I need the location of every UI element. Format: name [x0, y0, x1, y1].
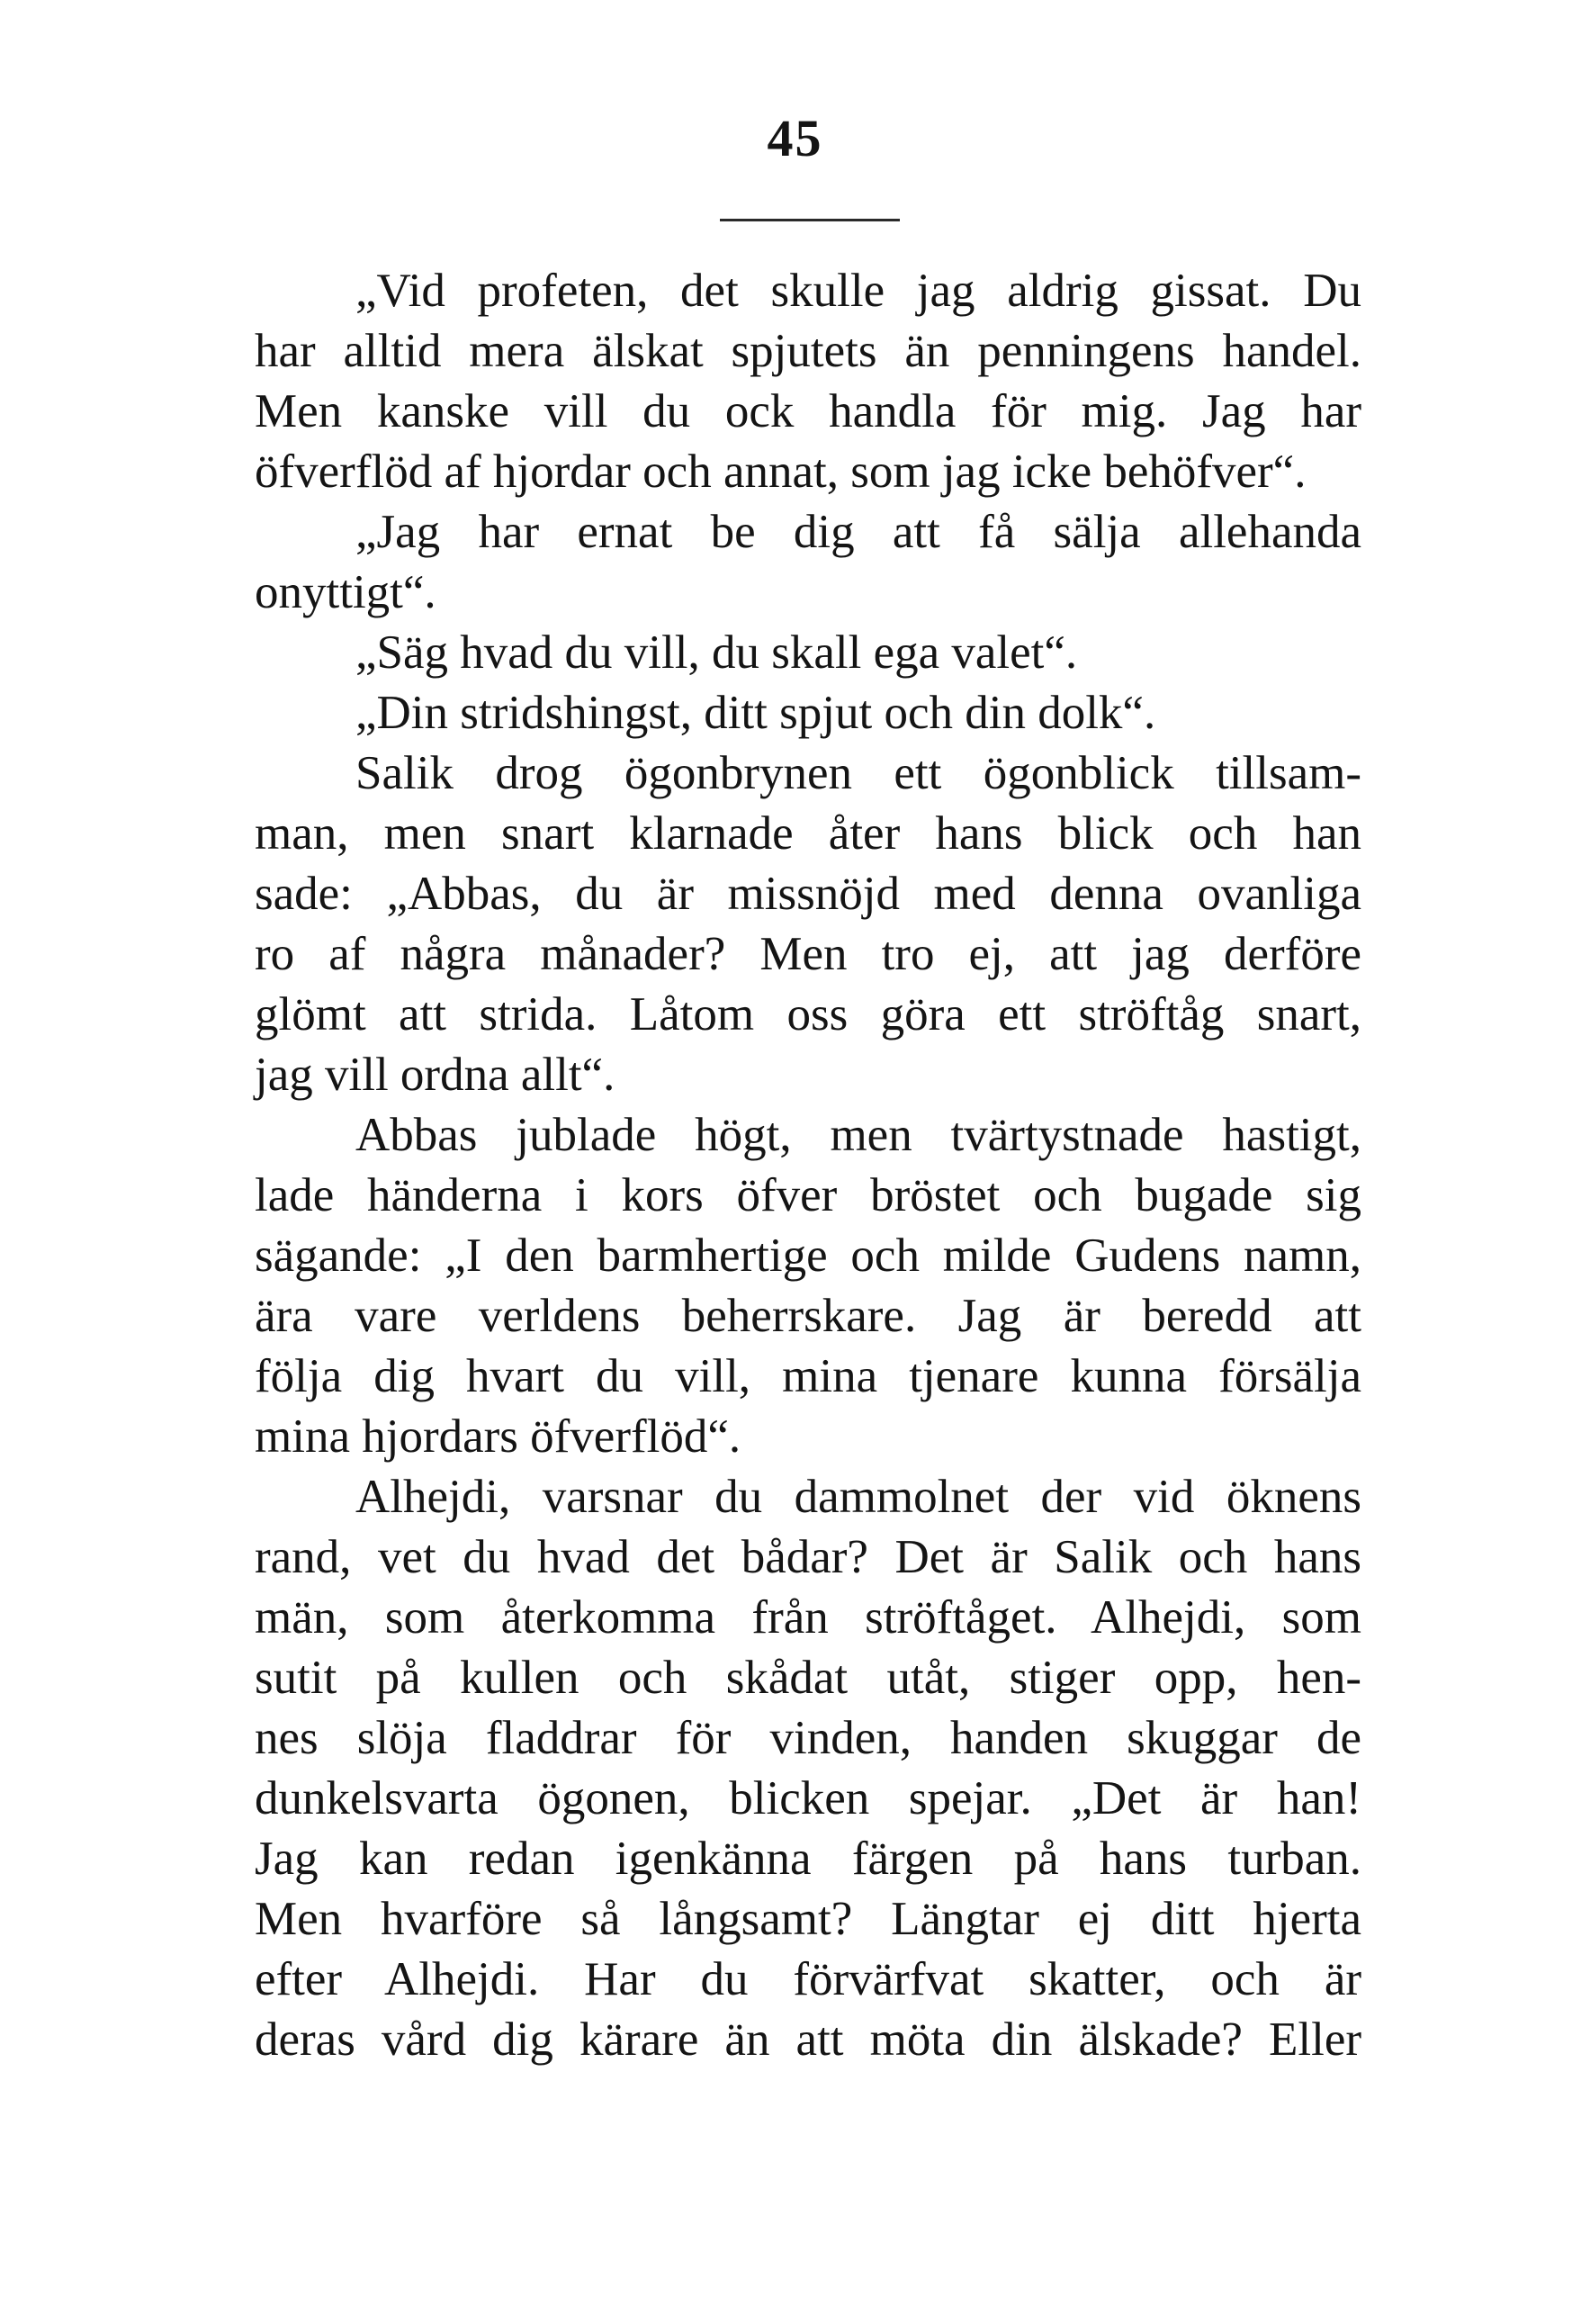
text-line: jag vill ordna allt“.	[255, 1049, 615, 1101]
text-line: Men hvarföre så långsamt? Längtar ej ditt hjerta	[255, 1893, 1361, 1945]
body-text	[255, 261, 1361, 2070]
text-line: följa dig hvart du vill, mina tjenare kunna försälja	[255, 1350, 1361, 1402]
page-number: 45	[767, 109, 823, 167]
text-line: „Jag har ernat be dig att få sälja allehanda	[355, 506, 1361, 558]
text-line: glömt att strida. Låtom oss göra ett ströftåg snart,	[255, 988, 1361, 1040]
text-line: onyttigt“.	[255, 566, 436, 618]
text-line: „Din stridshingst, ditt spjut och din dolk“.	[355, 687, 1156, 739]
text-line: öfverflöd af hjordar och annat, som jag icke behöfver“.	[255, 446, 1307, 498]
text-line: ro af några månader? Men tro ej, att jag derföre	[255, 928, 1361, 980]
text-line: dunkelsvarta ögonen, blicken spejar. „Det är han!	[255, 1772, 1361, 1824]
text-line: rand, vet du hvad det bådar? Det är Salik och hans	[255, 1531, 1361, 1583]
text-line: lade händerna i kors öfver bröstet och bugade sig	[255, 1169, 1361, 1221]
text-line: Men kanske vill du ock handla för mig. Jag har	[255, 385, 1361, 437]
text-line: Alhejdi, varsnar du dammolnet der vid öknens	[355, 1471, 1361, 1523]
text-line: sägande: „I den barmhertige och milde Gudens namn,	[255, 1230, 1361, 1282]
text-line: deras vård dig kärare än att möta din älskade? Eller	[255, 2013, 1361, 2066]
header-rule	[720, 219, 900, 221]
text-line: „Säg hvad du vill, du skall ega valet“.	[355, 626, 1078, 679]
text-line: man, men snart klarnade åter hans blick och han	[255, 807, 1361, 860]
text-line: män, som återkomma från ströftåget. Alhejdi, som	[255, 1591, 1361, 1644]
text-line: ära vare verldens beherrskare. Jag är beredd att	[255, 1290, 1361, 1342]
text-line: sutit på kullen och skådat utåt, stiger opp, hen-	[255, 1652, 1361, 1704]
text-line: „Vid profeten, det skulle jag aldrig gissat. Du	[355, 265, 1361, 317]
text-line: Abbas jublade högt, men tvärtystnade hastigt,	[355, 1109, 1361, 1161]
text-line: sade: „Abbas, du är missnöjd med denna ovanliga	[255, 868, 1361, 920]
text-line: nes slöja fladdrar för vinden, handen skuggar de	[255, 1712, 1361, 1764]
text-line: Salik drog ögonbrynen ett ögonblick tillsam-	[355, 747, 1361, 799]
text-line: har alltid mera älskat spjutets än penningens handel.	[255, 325, 1361, 377]
text-line: efter Alhejdi. Har du förvärfvat skatter, och är	[255, 1953, 1361, 2005]
text-line: Jag kan redan igenkänna färgen på hans turban.	[255, 1833, 1361, 1885]
text-line: mina hjordars öfverflöd“.	[255, 1410, 741, 1463]
